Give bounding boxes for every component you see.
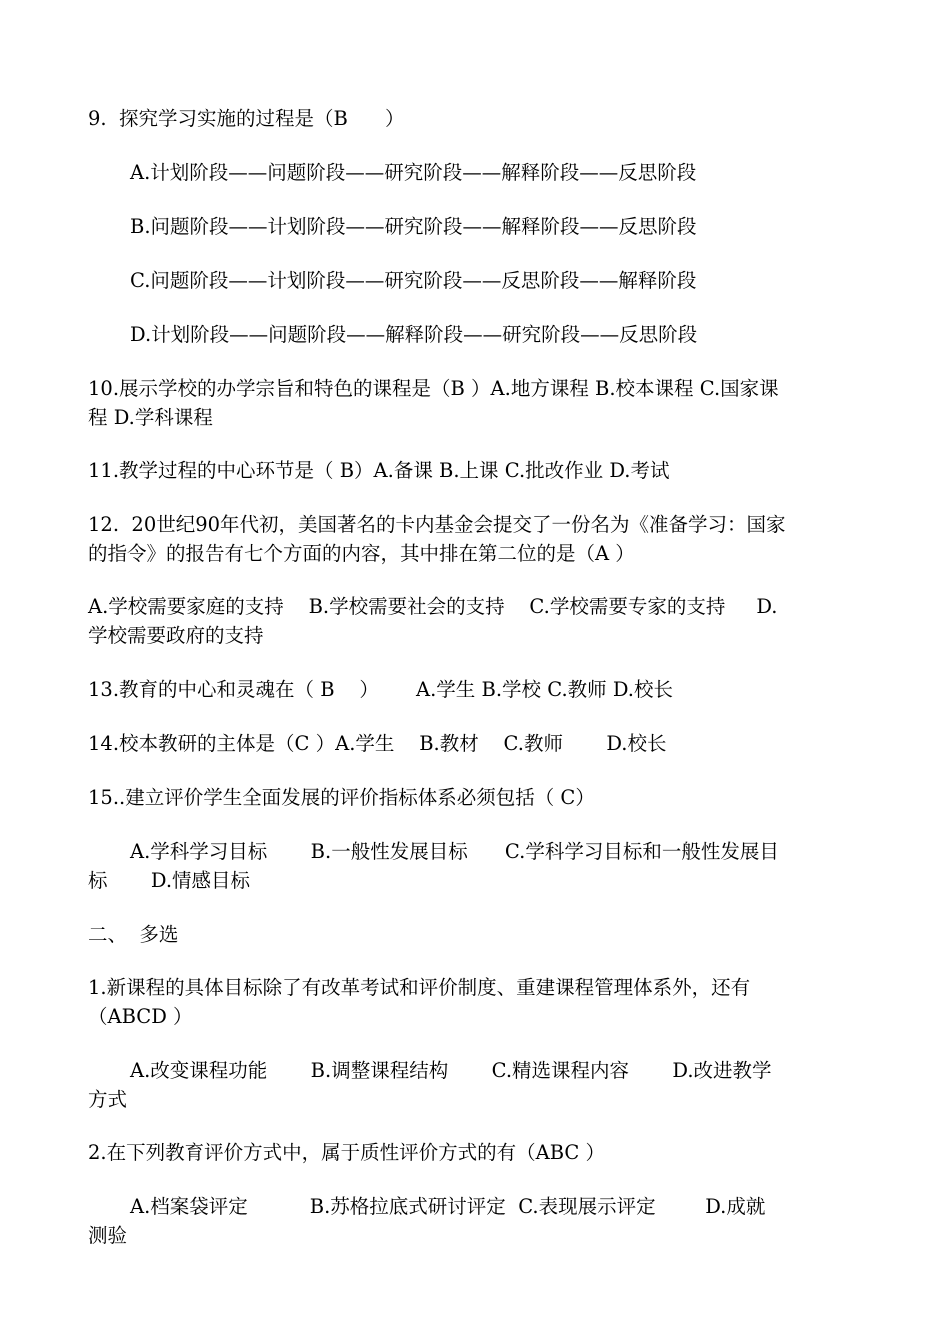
question-15-options-line-2: 标 D.情感目标 (88, 869, 251, 892)
question-14: 14.校本教研的主体是（C ）A.学生 B.教材 C.教师 D.校长 (88, 732, 667, 755)
question-12-options-line-1: A.学校需要家庭的支持 B.学校需要社会的支持 C.学校需要专家的支持 D. (88, 595, 778, 618)
question-9-option-a: A.计划阶段——问题阶段——研究阶段——解释阶段——反思阶段 (130, 161, 697, 184)
question-12-line-2: 的指令》的报告有七个方面的内容，其中排在第二位的是（A ） (88, 542, 635, 565)
section-title-multiple-choice: 二、 多选 (88, 923, 179, 946)
multi-question-1-line-2: （ABCD ） (88, 1005, 193, 1028)
question-10-line-2: 程 D.学科课程 (88, 406, 213, 429)
question-12-line-1: 12. 20世纪90年代初，美国著名的卡内基金会提交了一份名为《准备学习：国家 (88, 513, 786, 536)
question-9-option-c: C.问题阶段——计划阶段——研究阶段——反思阶段——解释阶段 (130, 269, 697, 292)
multi-question-2-options-line-1: A.档案袋评定 B.苏格拉底式研讨评定 C.表现展示评定 D.成就 (130, 1195, 766, 1218)
question-9-option-d: D.计划阶段——问题阶段——解释阶段——研究阶段——反思阶段 (130, 323, 698, 346)
question-11: 11.教学过程的中心环节是（ B）A.备课 B.上课 C.批改作业 D.考试 (88, 459, 670, 482)
question-15-options-line-1: A.学科学习目标 B.一般性发展目标 C.学科学习目标和一般性发展目 (130, 840, 779, 863)
multi-question-2-options-line-2: 测验 (88, 1224, 128, 1247)
question-12-options-line-2: 学校需要政府的支持 (88, 624, 264, 647)
question-10-line-1: 10.展示学校的办学宗旨和特色的课程是（B ）A.地方课程 B.校本课程 C.国家课 (88, 377, 779, 400)
question-9-option-b: B.问题阶段——计划阶段——研究阶段——解释阶段——反思阶段 (130, 215, 697, 238)
multi-question-1-options-line-2: 方式 (88, 1088, 128, 1111)
multi-question-1-line-1: 1.新课程的具体目标除了有改革考试和评价制度、重建课程管理体系外，还有 (88, 976, 751, 999)
question-15-stem: 15..建立评价学生全面发展的评价指标体系必须包括（ C） (88, 786, 595, 809)
question-9-stem: 9. 探究学习实施的过程是（B ） (88, 107, 405, 130)
multi-question-1-options-line-1: A.改变课程功能 B.调整课程结构 C.精选课程内容 D.改进教学 (130, 1059, 772, 1082)
question-13: 13.教育的中心和灵魂在（ B ） A.学生 B.学校 C.教师 D.校长 (88, 678, 673, 701)
multi-question-2-stem: 2.在下列教育评价方式中，属于质性评价方式的有（ABC ） (88, 1141, 605, 1164)
